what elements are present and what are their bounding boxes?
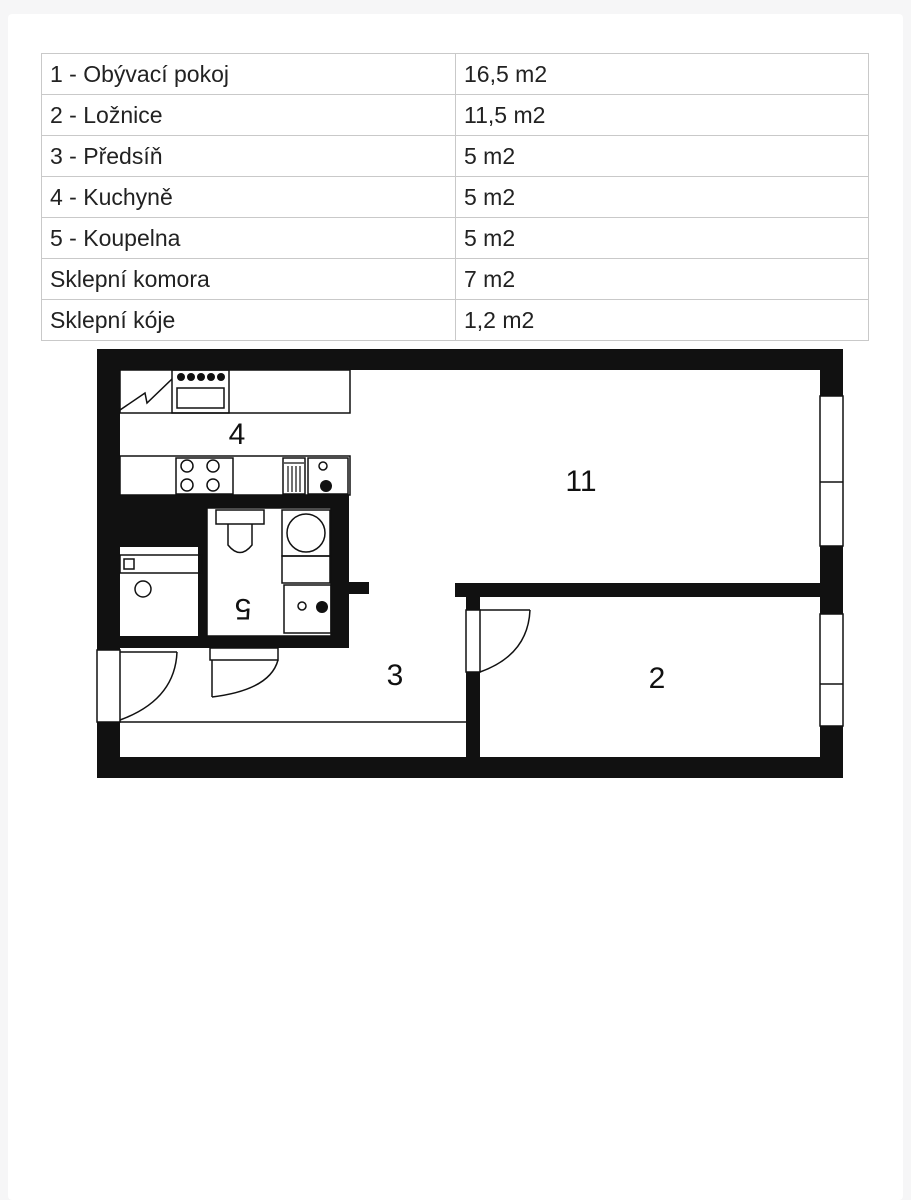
wall-solid-block [120,495,206,547]
room-name-cell: 3 - Předsíň [42,136,456,177]
kitchen-counter-top [120,370,350,413]
dish-rack-lines [284,463,304,492]
bedroom-door-frame [466,610,480,672]
toilet-tank-icon [216,510,264,524]
room-name-cell: Sklepní kóje [42,300,456,341]
window-bedroom [820,614,843,726]
entrance-door-frame [97,650,120,722]
bathroom-door-swing [212,660,278,697]
bedroom-door-swing [480,610,530,672]
oven-icon [177,388,224,408]
room-label-bedroom: 2 [648,662,666,695]
counter-break-mark [120,379,172,410]
wall-bath-right [331,495,349,648]
bathtub-icon [120,555,202,573]
wall-bath-bottom [120,636,349,648]
room-area-cell: 5 m2 [456,177,869,218]
cooktop-icon [176,458,233,494]
room-area-cell: 5 m2 [456,218,869,259]
outer-wall-bottom [97,757,843,778]
wall-stub [349,582,369,594]
toilet-bowl-icon [228,524,252,553]
room-area-cell: 16,5 m2 [456,54,869,95]
washing-machine-icon [282,510,330,556]
entrance-door-swing [120,652,177,720]
room-label-kitchen: 4 [228,418,246,451]
window-living [820,396,843,546]
room-area-cell: 11,5 m2 [456,95,869,136]
wall-bedroom-top [455,583,820,597]
room-area-cell: 5 m2 [456,136,869,177]
room-area-cell: 7 m2 [456,259,869,300]
room-label-hall: 3 [386,659,404,692]
room-label-living: 11 [565,465,597,498]
room-name-cell: 5 - Koupelna [42,218,456,259]
room-label-bathroom: 5 [234,592,252,625]
shower-drain-icon [135,581,151,597]
room-name-cell: Sklepní komora [42,259,456,300]
outer-wall-top [97,349,843,370]
room-area-cell: 1,2 m2 [456,300,869,341]
kitchen-counter-bottom [120,456,350,495]
room-name-cell: 2 - Ložnice [42,95,456,136]
room-name-cell: 4 - Kuchyně [42,177,456,218]
room-name-cell: 1 - Obývací pokoj [42,54,456,95]
